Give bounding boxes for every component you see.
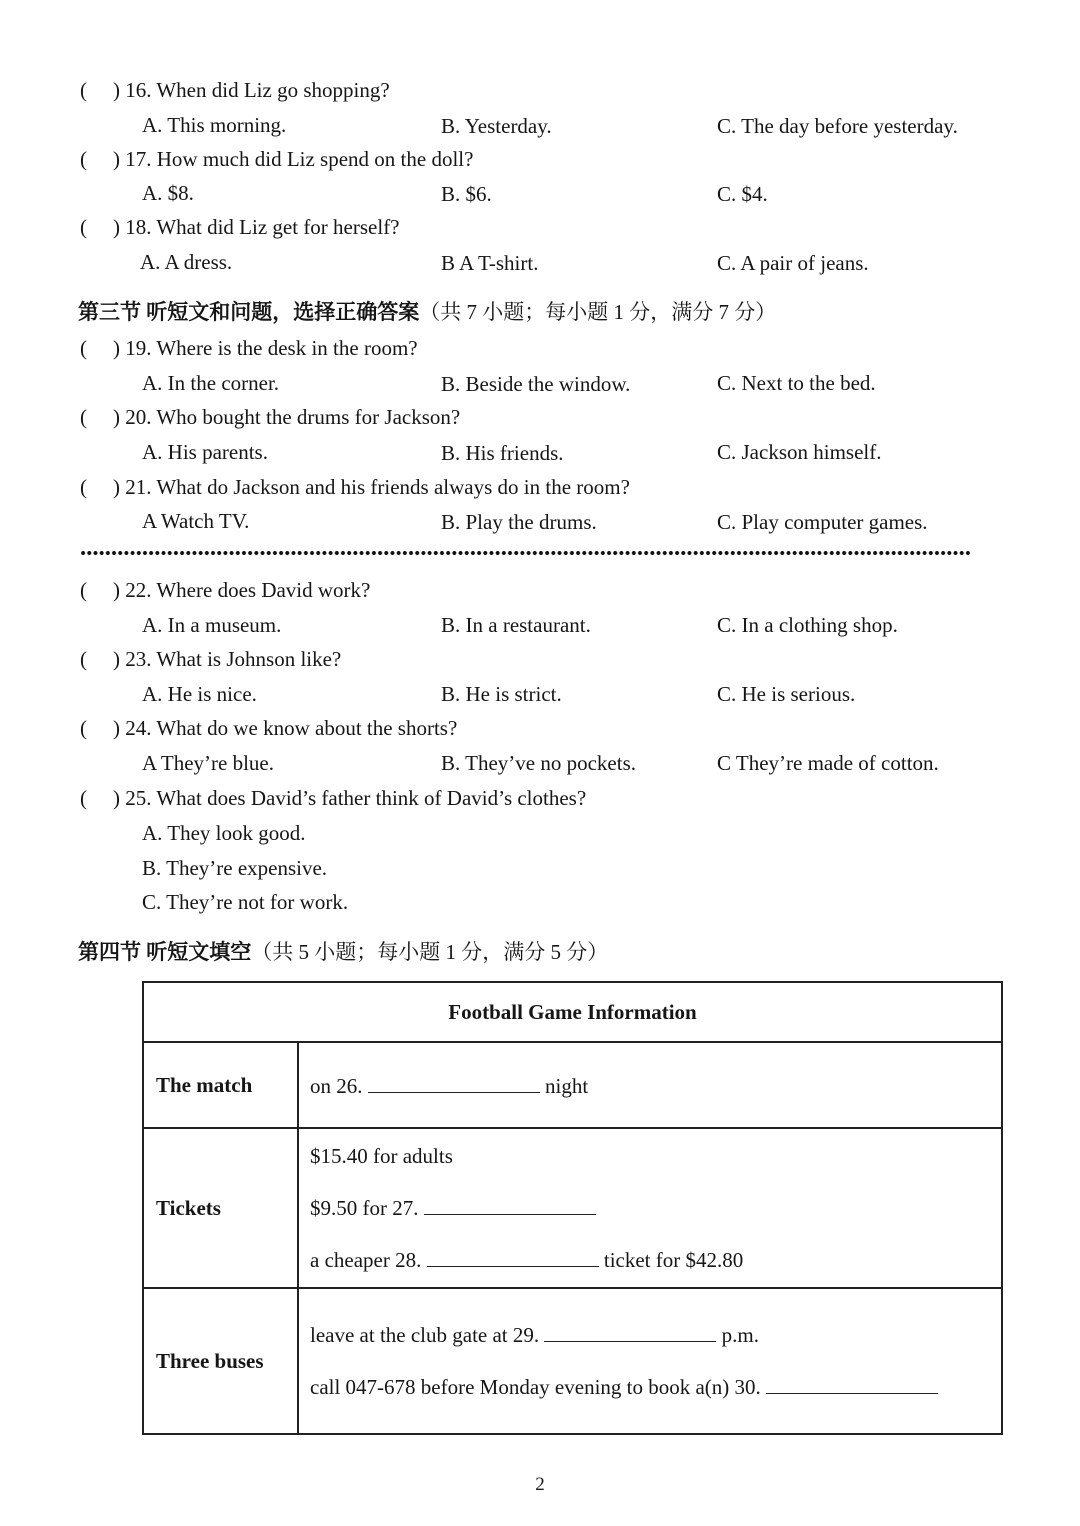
question-19: ( ) 19. Where is the desk in the room? (80, 336, 418, 360)
blank-27[interactable] (424, 1194, 596, 1215)
blank-26[interactable] (368, 1072, 540, 1093)
q19-option-a: A. In the corner. (142, 371, 280, 395)
q23-option-b: B. He is strict. (441, 682, 562, 706)
q24-option-c: C They’re made of cotton. (717, 751, 939, 775)
question-21: ( ) 21. What do Jackson and his friends always do in the room? (80, 475, 630, 499)
q25-option-a: A. They look good. (142, 821, 306, 845)
q16-option-b: B. Yesterday. (441, 114, 552, 138)
q20-option-c: C. Jackson himself. (717, 440, 882, 464)
q20-option-b: B. His friends. (441, 441, 564, 465)
section-4-heading: 第四节 听短文填空（共 5 小题；每小题 1 分，满分 5 分） (78, 940, 609, 964)
q19-option-c: C. Next to the bed. (717, 371, 876, 395)
buses-label: Three buses (143, 1288, 298, 1434)
answer-paren: ( (80, 147, 87, 171)
page-number: 2 (535, 1474, 545, 1495)
q23-option-c: C. He is serious. (717, 682, 856, 706)
blank-28[interactable] (427, 1246, 599, 1267)
match-label: The match (143, 1042, 298, 1128)
question-16: ( ) 16. When did Liz go shopping? (80, 78, 390, 102)
question-20: ( ) 20. Who bought the drums for Jackson? (80, 405, 461, 429)
q22-option-c: C. In a clothing shop. (717, 613, 898, 637)
q18-option-b: B A T-shirt. (441, 251, 539, 275)
answer-paren: ( (80, 78, 87, 102)
answer-paren: ( (80, 475, 87, 499)
q23-option-a: A. He is nice. (142, 682, 257, 706)
question-18: ( ) 18. What did Liz get for herself? (80, 215, 400, 239)
answer-paren: ( (80, 336, 87, 360)
dotted-divider (80, 550, 972, 556)
q19-option-b: B. Beside the window. (441, 372, 631, 396)
q18-option-a: A. A dress. (140, 250, 233, 274)
q24-option-a: A They’re blue. (142, 751, 274, 775)
question-22: ( ) 22. Where does David work? (80, 578, 371, 602)
q24-option-b: B. They’ve no pockets. (441, 751, 636, 775)
q18-option-c: C. A pair of jeans. (717, 251, 869, 275)
answer-paren: ( (80, 215, 87, 239)
q17-option-a: A. $8. (142, 181, 194, 205)
q20-option-a: A. His parents. (142, 440, 268, 464)
question-23: ( ) 23. What is Johnson like? (80, 647, 342, 671)
table-title: Football Game Information (143, 982, 1002, 1042)
q21-option-b: B. Play the drums. (441, 510, 597, 534)
q17-option-b: B. $6. (441, 182, 492, 206)
question-17: ( ) 17. How much did Liz spend on the doll? (80, 147, 474, 171)
answer-paren: ( (80, 716, 87, 740)
tickets-cell: $15.40 for adults $9.50 for 27. a cheaper 28. ticket for $42.80 (298, 1128, 1002, 1288)
answer-paren: ( (80, 786, 87, 810)
q16-option-c: C. The day before yesterday. (717, 114, 958, 138)
question-25: ( ) 25. What does David’s father think of David’s clothes? (80, 786, 587, 810)
answer-paren: ( (80, 647, 87, 671)
q22-option-b: B. In a restaurant. (441, 613, 591, 637)
q21-option-c: C. Play computer games. (717, 510, 928, 534)
blank-29[interactable] (544, 1321, 716, 1342)
buses-cell: leave at the club gate at 29. p.m. call 047-678 before Monday evening to book a(n) 30. (298, 1288, 1002, 1434)
blank-30[interactable] (766, 1373, 938, 1394)
q17-option-c: C. $4. (717, 182, 768, 206)
section-3-heading: 第三节 听短文和问题，选择正确答案（共 7 小题；每小题 1 分，满分 7 分） (78, 300, 777, 324)
q16-option-a: A. This morning. (142, 113, 287, 137)
football-info-table (142, 981, 1003, 1435)
answer-paren: ( (80, 405, 87, 429)
answer-paren: ( (80, 578, 87, 602)
match-cell: on 26. night (298, 1042, 1002, 1128)
q25-option-c: C. They’re not for work. (142, 890, 349, 914)
tickets-label: Tickets (143, 1128, 298, 1288)
question-24: ( ) 24. What do we know about the shorts? (80, 716, 458, 740)
q21-option-a: A Watch TV. (142, 509, 250, 533)
q22-option-a: A. In a museum. (142, 613, 282, 637)
q25-option-b: B. They’re expensive. (142, 856, 328, 880)
